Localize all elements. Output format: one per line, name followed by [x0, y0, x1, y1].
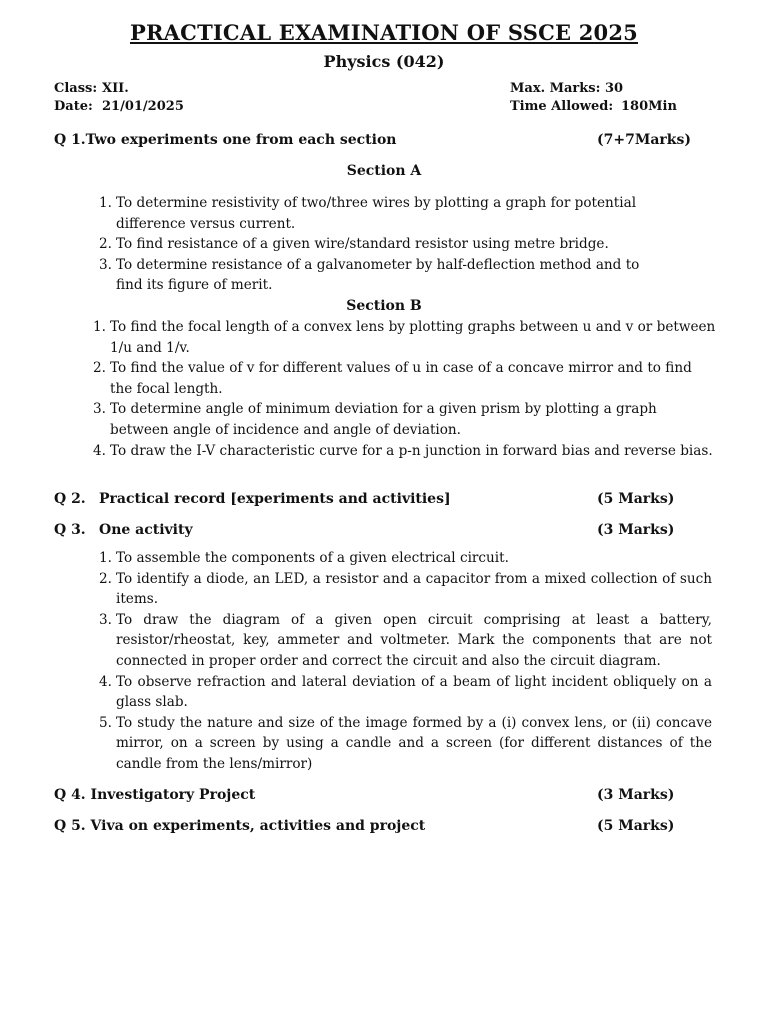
question-2-row [54, 490, 694, 508]
question-1-marks: (7+7Marks) [597, 132, 691, 148]
question-2-marks: (5 Marks) [597, 491, 675, 507]
question-3-label: One activity [99, 522, 193, 538]
question-4-row [54, 786, 694, 804]
class-label: Class: [54, 81, 98, 96]
question-3-row [54, 521, 694, 539]
list-item: 2. To identify a diode, an LED, a resistor and a capacitor from a mixed collection of such items. [99, 570, 712, 608]
time-line [510, 98, 677, 116]
list-item: 1. To determine resistivity of two/three wires by plotting a graph for potential difference versus current. [99, 195, 637, 232]
max-marks-value: 30 [604, 81, 624, 96]
question-3-marks: (3 Marks) [597, 522, 675, 538]
time-label: Time Allowed: [510, 99, 614, 114]
section-b-list [93, 317, 716, 461]
marks-time-block [510, 80, 677, 116]
list-item: 3. To determine resistance of a galvanometer by half-deflection method and to find its figure of merit. [99, 256, 640, 294]
list-item: 3. To determine angle of minimum deviation for a given prism by plotting a graph between angle of incidence and angle of deviation. [93, 401, 657, 438]
section-b-heading: Section B [346, 298, 422, 314]
max-marks-label: Max. Marks: [510, 81, 601, 96]
list-item: 1. To assemble the components of a given electrical circuit. [99, 550, 509, 566]
date-line [54, 98, 184, 116]
question-2-label: Practical record [experiments and activities] [99, 491, 451, 507]
question-5-marks: (5 Marks) [597, 818, 675, 834]
date-label: Date: [54, 99, 93, 114]
class-date-block [54, 80, 184, 116]
subject-title: Physics (042) [323, 52, 445, 71]
question-2-number: Q 2. [54, 491, 86, 507]
list-item: 1. To find the focal length of a convex lens by plotting graphs between u and v or between 1/u and 1/v. [93, 319, 716, 356]
page-title: PRACTICAL EXAMINATION OF SSCE 2025 [130, 20, 638, 45]
activity-list [99, 548, 712, 775]
question-4-label: Q 4. Investigatory Project [54, 787, 256, 803]
section-a-list [99, 193, 646, 296]
section-a-heading: Section A [346, 163, 422, 179]
question-5-row [54, 817, 694, 835]
date-value: 21/01/2025 [102, 99, 184, 114]
question-4-marks: (3 Marks) [597, 787, 675, 803]
question-3-number: Q 3. [54, 522, 86, 538]
question-5-label: Q 5. Viva on experiments, activities and project [54, 818, 426, 834]
list-item: 2. To find resistance of a given wire/standard resistor using metre bridge. [99, 236, 609, 253]
list-item: 5. To study the nature and size of the image formed by a (i) convex lens, or (ii) concave mirror, on a screen by using a candle and a screen (for different distances of the candle from the lens/mirror) [99, 714, 712, 772]
max-marks-line [510, 80, 677, 98]
time-value: 180Min [621, 99, 677, 114]
class-value: XII. [102, 81, 129, 96]
question-1-label: Q 1.Two experiments one from each section [54, 132, 397, 148]
class-line [54, 80, 184, 98]
list-item: 2. To find the value of v for different values of u in case of a concave mirror and to find the focal length. [93, 360, 692, 397]
list-item: 3. To draw the diagram of a given open circuit comprising at least a battery, resistor/rheostat, key, ammeter and voltmeter. Mark the components that are not connected in proper order and correct the circuit and also the circuit diagram. [99, 611, 712, 669]
question-1-row [54, 131, 694, 149]
list-item: 4. To observe refraction and lateral deviation of a beam of light incident obliquely on a glass slab. [99, 673, 712, 711]
list-item: 4. To draw the I-V characteristic curve for a p-n junction in forward bias and reverse bias. [93, 442, 713, 459]
